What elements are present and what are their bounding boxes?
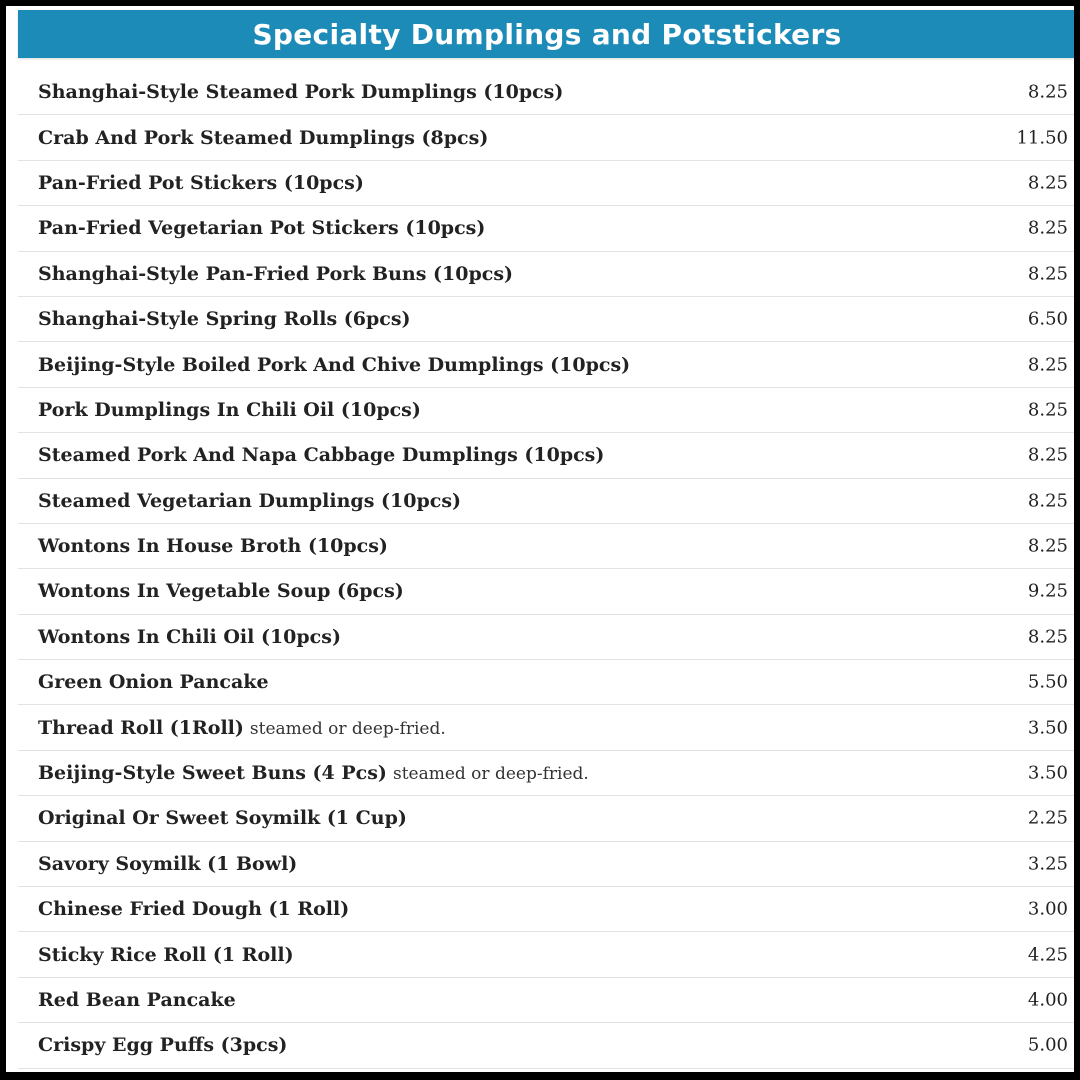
menu-item-name: Wontons In Chili Oil (10pcs) <box>38 625 341 648</box>
menu-item-note: steamed or deep-fried. <box>392 764 589 785</box>
menu-item-price: 9.25 <box>1027 580 1068 602</box>
menu-item-name: Steamed Vegetarian Dumplings (10pcs) <box>38 489 462 512</box>
menu-item-description <box>38 263 513 285</box>
menu-item-price: 3.25 <box>1027 853 1068 875</box>
menu-item-description <box>38 81 563 103</box>
menu-item <box>18 115 1074 160</box>
menu-item-description <box>38 898 349 920</box>
menu-item-description <box>38 217 485 239</box>
menu-item-price: 8.25 <box>1027 217 1068 239</box>
menu-item-note: steamed or deep-fried. <box>249 718 446 739</box>
menu-item-description <box>38 580 404 602</box>
menu-item <box>18 615 1074 660</box>
menu-item-name: Red Bean Pancake <box>38 989 236 1011</box>
menu-item-description <box>38 399 421 421</box>
menu-item-name: Crispy Egg Puffs (3pcs) <box>38 1034 288 1057</box>
menu-item <box>18 252 1074 297</box>
menu-item-name: Sticky Rice Roll (1 Roll) <box>38 943 294 966</box>
menu-item-description <box>38 444 604 466</box>
menu-item-description <box>38 1034 287 1056</box>
menu-item <box>18 751 1074 796</box>
menu-item-name: Green Onion Pancake <box>38 671 269 694</box>
menu-item-name: Original Or Sweet Soymilk (1 Cup) <box>38 807 407 830</box>
menu-item <box>18 796 1074 841</box>
menu-item-description <box>38 989 236 1011</box>
menu-item-name: Shanghai-Style Pan-Fried Pork Buns (10pcs) <box>38 262 513 285</box>
menu-item-name: Wontons In Vegetable Soup (6pcs) <box>38 580 404 603</box>
menu-item-price: 3.50 <box>1027 762 1068 784</box>
menu-item-description <box>38 308 411 330</box>
menu-item-price: 8.25 <box>1027 81 1068 103</box>
menu-item-description <box>38 127 488 149</box>
menu-item <box>18 297 1074 342</box>
menu-item-price: 8.25 <box>1027 490 1068 512</box>
menu-page <box>6 6 1074 1072</box>
menu-item-description <box>38 354 630 376</box>
menu-item-price: 5.00 <box>1027 1034 1068 1056</box>
menu-item-price: 3.50 <box>1027 717 1068 739</box>
menu-item-price: 8.25 <box>1027 172 1068 194</box>
menu-item-name: Shanghai-Style Spring Rolls (6pcs) <box>38 308 411 331</box>
menu-item-description <box>38 535 388 557</box>
menu-item <box>18 206 1074 251</box>
menu-item <box>18 161 1074 206</box>
section-title: Specialty Dumplings and Potstickers <box>252 17 842 51</box>
menu-item-name: Pork Dumplings In Chili Oil (10pcs) <box>38 398 421 421</box>
menu-item-price: 8.25 <box>1027 444 1068 466</box>
menu-item <box>18 1023 1074 1068</box>
menu-item-price: 8.25 <box>1027 535 1068 557</box>
menu-item-name: Thread Roll (1Roll) <box>38 716 244 739</box>
menu-item <box>18 479 1074 524</box>
menu-item-name: Crab And Pork Steamed Dumplings (8pcs) <box>38 126 489 149</box>
menu-item <box>18 342 1074 387</box>
menu-item-name: Chinese Fried Dough (1 Roll) <box>38 898 350 921</box>
menu-item-description <box>38 490 461 512</box>
menu-item <box>18 705 1074 750</box>
menu-item-name: Pan-Fried Vegetarian Pot Stickers (10pcs) <box>38 217 486 240</box>
menu-item-price: 8.25 <box>1027 399 1068 421</box>
menu-item <box>18 524 1074 569</box>
menu-item-price: 8.25 <box>1027 354 1068 376</box>
menu-item-name: Pan-Fried Pot Stickers (10pcs) <box>38 171 364 194</box>
menu-item-price: 8.25 <box>1027 626 1068 648</box>
section-header <box>18 10 1074 58</box>
menu-item <box>18 887 1074 932</box>
menu-item-price: 6.50 <box>1027 308 1068 330</box>
menu-item-price: 5.50 <box>1027 671 1068 693</box>
menu-item-description <box>38 853 297 875</box>
menu-item-name: Beijing-Style Sweet Buns (4 Pcs) <box>38 762 387 785</box>
menu-item-description <box>38 717 446 739</box>
menu-item <box>18 932 1074 977</box>
menu-item <box>18 842 1074 887</box>
menu-item-description <box>38 671 269 693</box>
menu-item <box>18 70 1074 115</box>
menu-item-price: 4.00 <box>1027 989 1068 1011</box>
menu-item <box>18 978 1074 1023</box>
menu-item-price: 11.50 <box>1016 127 1068 149</box>
menu-item-name: Savory Soymilk (1 Bowl) <box>38 852 298 875</box>
menu-item-name: Beijing-Style Boiled Pork And Chive Dumplings (10pcs) <box>38 353 631 376</box>
menu-item-description <box>38 944 294 966</box>
menu-item-name: Shanghai-Style Steamed Pork Dumplings (10pcs) <box>38 81 564 104</box>
menu-item <box>18 569 1074 614</box>
menu-item-description <box>38 807 407 829</box>
menu-item-price: 3.00 <box>1027 898 1068 920</box>
menu-item-list <box>18 70 1074 1069</box>
menu-item <box>18 388 1074 433</box>
menu-item-description <box>38 626 341 648</box>
menu-item-price: 2.25 <box>1027 807 1068 829</box>
menu-item <box>18 433 1074 478</box>
menu-item-price: 8.25 <box>1027 263 1068 285</box>
menu-item-name: Wontons In House Broth (10pcs) <box>38 535 388 558</box>
menu-item-description <box>38 172 364 194</box>
menu-item-name: Steamed Pork And Napa Cabbage Dumplings (10pcs) <box>38 444 605 467</box>
menu-item <box>18 660 1074 705</box>
menu-item-price: 4.25 <box>1027 944 1068 966</box>
menu-item-description <box>38 762 589 784</box>
